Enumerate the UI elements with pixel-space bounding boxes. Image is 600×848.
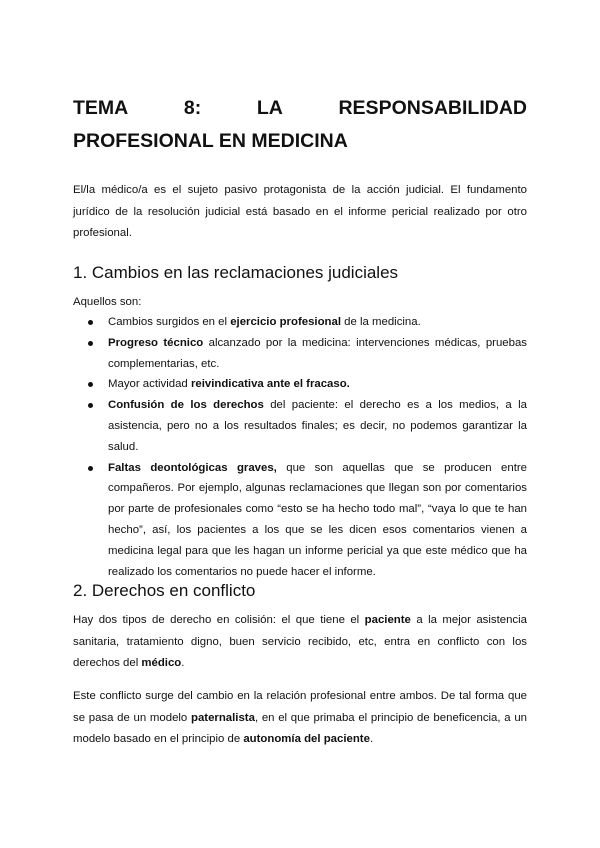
title-word: LA bbox=[256, 97, 283, 119]
bullet-list bbox=[73, 312, 527, 582]
para-text: . bbox=[369, 733, 374, 745]
item-text: alcanzado por la medicina: intervenciones médicas, pruebas complementarias, etc. bbox=[108, 336, 527, 370]
item-text: del paciente: el derecho es a los medios, a la asistencia, pero no a los resultados finales; es decir, no podemos garantizar la salud. bbox=[108, 399, 527, 453]
bullet-dot bbox=[88, 382, 93, 387]
para-text: Hay dos tipos de derecho en colisión: el que tiene el bbox=[73, 614, 365, 626]
bullet-dot bbox=[88, 320, 93, 325]
list-item bbox=[73, 458, 527, 583]
item-text: Cambios surgidos en el bbox=[108, 316, 231, 328]
document-title bbox=[73, 92, 527, 158]
section1-lead: Aquellos son: bbox=[73, 296, 142, 308]
list-item bbox=[73, 333, 527, 375]
para-bold: paternalista bbox=[190, 711, 255, 724]
para-bold: paciente bbox=[364, 614, 411, 626]
section2-paragraph-1 bbox=[73, 610, 527, 675]
item-bold: ejercicio profesional bbox=[230, 316, 341, 328]
para-bold: médico bbox=[141, 657, 182, 669]
bullet-dot bbox=[88, 466, 93, 471]
section-heading-2: 2. Derechos en conflicto bbox=[73, 581, 256, 600]
bullet-dot bbox=[88, 341, 93, 346]
title-line-2: PROFESIONAL EN MEDICINA bbox=[73, 130, 348, 152]
item-text: que son aquellas que se producen entre compañeros. Por ejemplo, algunas reclamaciones que llegan son por comentarios por parte de profesionales como “esto se ha hecho todo mal”, “vaya lo que te han hecho”, así, los pacientes a los que se les dicen esos comentarios vienen a medicina legal para que les hagan un informe pericial ya que este médico que ha realizado los comentarios no puede hacer el informe. bbox=[108, 461, 527, 578]
title-word: TEMA bbox=[73, 97, 129, 119]
title-line-1 bbox=[73, 92, 527, 125]
title-word: 8: bbox=[183, 97, 202, 119]
para-text: a la mejor asistencia sanitaria, tratamiento digno, buen servicio recibido, etc, entra en conflicto con los derechos del bbox=[73, 614, 527, 669]
para-text: Este conflicto surge del cambio en la relación profesional entre ambos. De tal forma que se pasa de un modelo bbox=[73, 690, 527, 724]
item-text: de la medicina. bbox=[340, 316, 421, 328]
list-item bbox=[73, 374, 527, 395]
para-bold: autonomía del paciente bbox=[243, 733, 370, 745]
item-bold: Confusión de los derechos bbox=[108, 399, 264, 412]
section2-paragraph-2 bbox=[73, 686, 527, 751]
intro-paragraph: El/la médico/a es el sujeto pasivo protagonista de la acción judicial. El fundamento jurídico de la resolución judicial está basado en el informe pericial realizado por otro profesional. bbox=[73, 184, 527, 239]
bullet-dot bbox=[88, 403, 93, 408]
list-item bbox=[73, 312, 527, 333]
list-item bbox=[73, 395, 527, 457]
item-bold: Faltas deontológicas graves, bbox=[108, 461, 277, 474]
item-text: Mayor actividad bbox=[108, 378, 191, 391]
item-bold: Progreso técnico bbox=[108, 336, 204, 349]
item-bold: reivindicativa ante el fracaso. bbox=[190, 378, 350, 391]
para-text: , en el que primaba el principio de beneficencia, a un modelo basado en el principio de bbox=[73, 711, 527, 745]
para-text: . bbox=[181, 657, 185, 669]
title-word: RESPONSABILIDAD bbox=[338, 97, 527, 119]
section-heading-1: 1. Cambios en las reclamaciones judiciales bbox=[73, 263, 399, 282]
